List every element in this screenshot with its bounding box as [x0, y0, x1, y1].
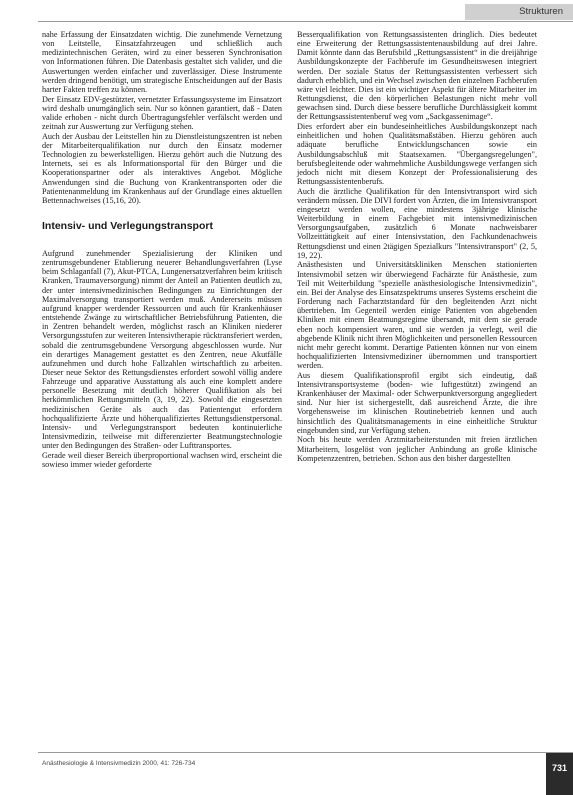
left-column	[42, 30, 282, 470]
section-header-tab: Strukturen	[465, 4, 573, 20]
body-paragraph: Aufgrund zunehmender Spezialisierung der Kliniken und zentrumsgebundener Etablierung neuerer Behandlungsverfahren (Lyse beim Schlaganfall (7), Akut-PTCA, Lungenersatzverfahren beim kritisch Kranken, Traumaversorgung) nimmt der Anteil an Patienten deutlich zu, der unter intensivmedizinischen Bedingungen zu Einrichtungen der Maximalversorgung transportiert werden muß. Andererseits müssen aufgrund knapper werdender Ressourcen und auch für Krankenhäuser entstehende Zwänge zu wirtschaftlicher Betriebsführung Patienten, die in Zentren behandelt werden, möglichst rasch an Kliniken niederer Versorgungsstufen zur weiteren Intensivtherapie rücktransferiert werden, sobald die zentrumsgebundene Versorgung abgeschlossen wurde. Nur ein derartiges Management gestattet es den Zentren, neue Akutfälle aufzunehmen und durch hohe Fallzahlen wirtschaftlich zu arbeiten. Dieser neue Sektor des Rettungsdienstes erfordert sowohl völlig andere Fahrzeuge und apparative Ausstattung als auch eine komplett andere personelle Besetzung mit deutlich höherer Qualifikation als bei herkömmlichen Rettungsmitteln (3, 19, 22). Sowohl die eingesetzten medizinischen Geräte als auch das Patientengut erfordern hochqualifizierte Ärzte und höherqualifiziertes Rettungsdienstpersonal. Intensiv- und Verlegungstransport bedeuten kontinuierliche Intensivmedizin, teilweise mit differenzierter Beatmungstechnologie unter den Bedingungen des Straßen- oder Lufttransportes.	[42, 248, 282, 451]
footer-divider	[38, 752, 573, 753]
section-heading: Intensiv- und Verlegungstransport	[42, 219, 213, 232]
body-paragraph: Gerade weil dieser Bereich überproportional wachsen wird, erscheint die sowieso immer wieder geforderte	[42, 450, 282, 470]
right-column	[297, 30, 537, 463]
body-paragraph: Der Einsatz EDV-gestützter, vernetzter Erfassungssysteme im Einsatzort wird deshalb unumgänglich sein. Nur so können garantiert, daß - Daten valide erhoben - nicht durch Übertragungsfehler verfälscht werden und zeitnah zur Auswertung zur Verfügung stehen.	[42, 94, 282, 132]
body-paragraph: Dies erfordert aber ein bundeseinheitliches Ausbildungskonzept nach einheitlichen und hohen Qualitätsmaßstäben. Hierzu gehören auch adäquate berufliche Entwicklungschancen sowie ein Ausbildungsabschluß mit Staatsexamen. "Übergangsregelungen", berufsbegleitende oder wahrnehmliche Ausbildungswege verfangen sich jedoch nicht mit diesem Konzept der Professionalisierung des Rettungsassistentenberufs.	[297, 122, 537, 186]
page-number: 731	[546, 753, 573, 795]
body-paragraph: Aus diesem Qualifikationsprofil ergibt sich eindeutig, daß Intensivtransportsysteme (boden- wie luftgestützt) zwingend an Krankenhäuser der Maximal- oder Schwerpunktversorgung angegliedert sind. Nur hier ist sichergestellt, daß ausreichend Ärzte, die ihre Vorgehensweise im klinischen Routinebetrieb kennen und auch hinsichtlich des Qualitätsmanagements in eine einheitliche Struktur eingebunden sind, zur Verfügung stehen.	[297, 370, 537, 435]
body-paragraph: Anästhesisten und Universitätskliniken Menschen stationierten Intensivmobil setzen wir überwiegend Fachärzte für Anästhesie, zum Teil mit Weiterbildung "spezielle anästhesiologische Intensivmedizin", ein. Bei der Analyse des Einsatzspektrums unseres Systems erscheint die Forderung nach Facharztstandard für den begleitenden Arzt nicht übertrieben. Im Gegenteil werden einige Patienten von abgebenden Kliniken mit einem Beatmungsregime übersandt, mit dem sie gerade eben noch kompensiert waren, und sie werden ja verlegt, weil die abgebende Klinik nicht ihren Möglichkeiten und personellen Ressourcen nicht mehr gerecht kommt. Derartige Patienten können nur von einem hochqualifizierten Intensivmediziner übernommen und transportiert werden.	[297, 260, 537, 371]
footer-citation: Anästhesiologie & Intensivmedizin 2000, 41: 726-734	[42, 760, 196, 767]
body-paragraph: nahe Erfassung der Einsatzdaten wichtig. Die zunehmende Vernetzung von Leitstelle, Einsatzfahrzeugen und schließlich auch medizintechnischen Geräten, wird zu einer besseren Synchronisation von Informationen führen. Die Datenbasis gestaltet sich valider, und die Auswertungen werden einfacher und zuverlässiger. Diese Instrumente werden dringend benötigt, um strategische Entscheidungen auf der Basis harter Fakten treffen zu können.	[42, 30, 282, 94]
body-paragraph: Auch der Ausbau der Leitstellen hin zu Dienstleistungszentren ist neben der Mitarbeiterqualifikation nur durch den Einsatz moderner Technologien zu bewerkstelligen. Hierzu gehört auch die Nutzung des Internets, sei es als Informationsportal für den Bürger und die Kooperationspartner oder als interaktives Angebot. Mögliche Anwendungen sind die Buchung von Krankentransporten oder die Patientenanmeldung im Krankenhaus auf der Grundlage eines aktuellen Bettennachweises (15,16, 20).	[42, 131, 282, 205]
header-divider	[38, 21, 573, 22]
body-paragraph: Noch bis heute werden Arztmitarbeiterstunden mit freien ärztlichen Mitarbeitern, losgelöst von jeglicher Anbindung an große klinische Kompetenzzentren, betrieben. Schon aus den bisher dargestellten	[297, 435, 537, 463]
body-paragraph: Auch die ärztliche Qualifikation für den Intensivtransport wird sich verändern müssen. Die DIVI fordert von Ärzten, die im Intensivtransport eingesetzt werden wollen, eine mindestens 3jährige klinische Weiterbildung in einem Fachgebiet mit intensivmedizinischen Versorgungsaufgaben, zusätzlich 6 Monate nachweisbarer Vollzeittätigkeit auf einer Intensivstation, den Fachkundenachweis Rettungsdienst und einen 2tägigen Spezialkurs "Intensivtransport" (2, 5, 19, 22).	[297, 186, 537, 260]
body-paragraph: Besserqualifikation von Rettungsassistenten dringlich. Dies bedeutet eine Erweiterung der Rettungsassistentenausbildung auf drei Jahre. Damit könnte dann das Berufsbild „Rettungsassistent“ in die dreijährige Ausbildungskonzepte der Fachberufe im Gesundheitswesen integriert werden. Der soziale Status der Rettungsassistenten verbessert sich dadurch erheblich, und ein Wechsel zwischen den einzelnen Fachberufen wäre viel leichter. Dies ist ein wichtiger Aspekt für ältere Mitarbeiter im Rettungsdienst, die den körperlichen Belastungen nicht mehr voll gewachsen sind. Durch diese bessere berufliche Durchlässigkeit kommt der Rettungsassistentenberuf weg vom „Sackgassenimage“.	[297, 30, 537, 122]
